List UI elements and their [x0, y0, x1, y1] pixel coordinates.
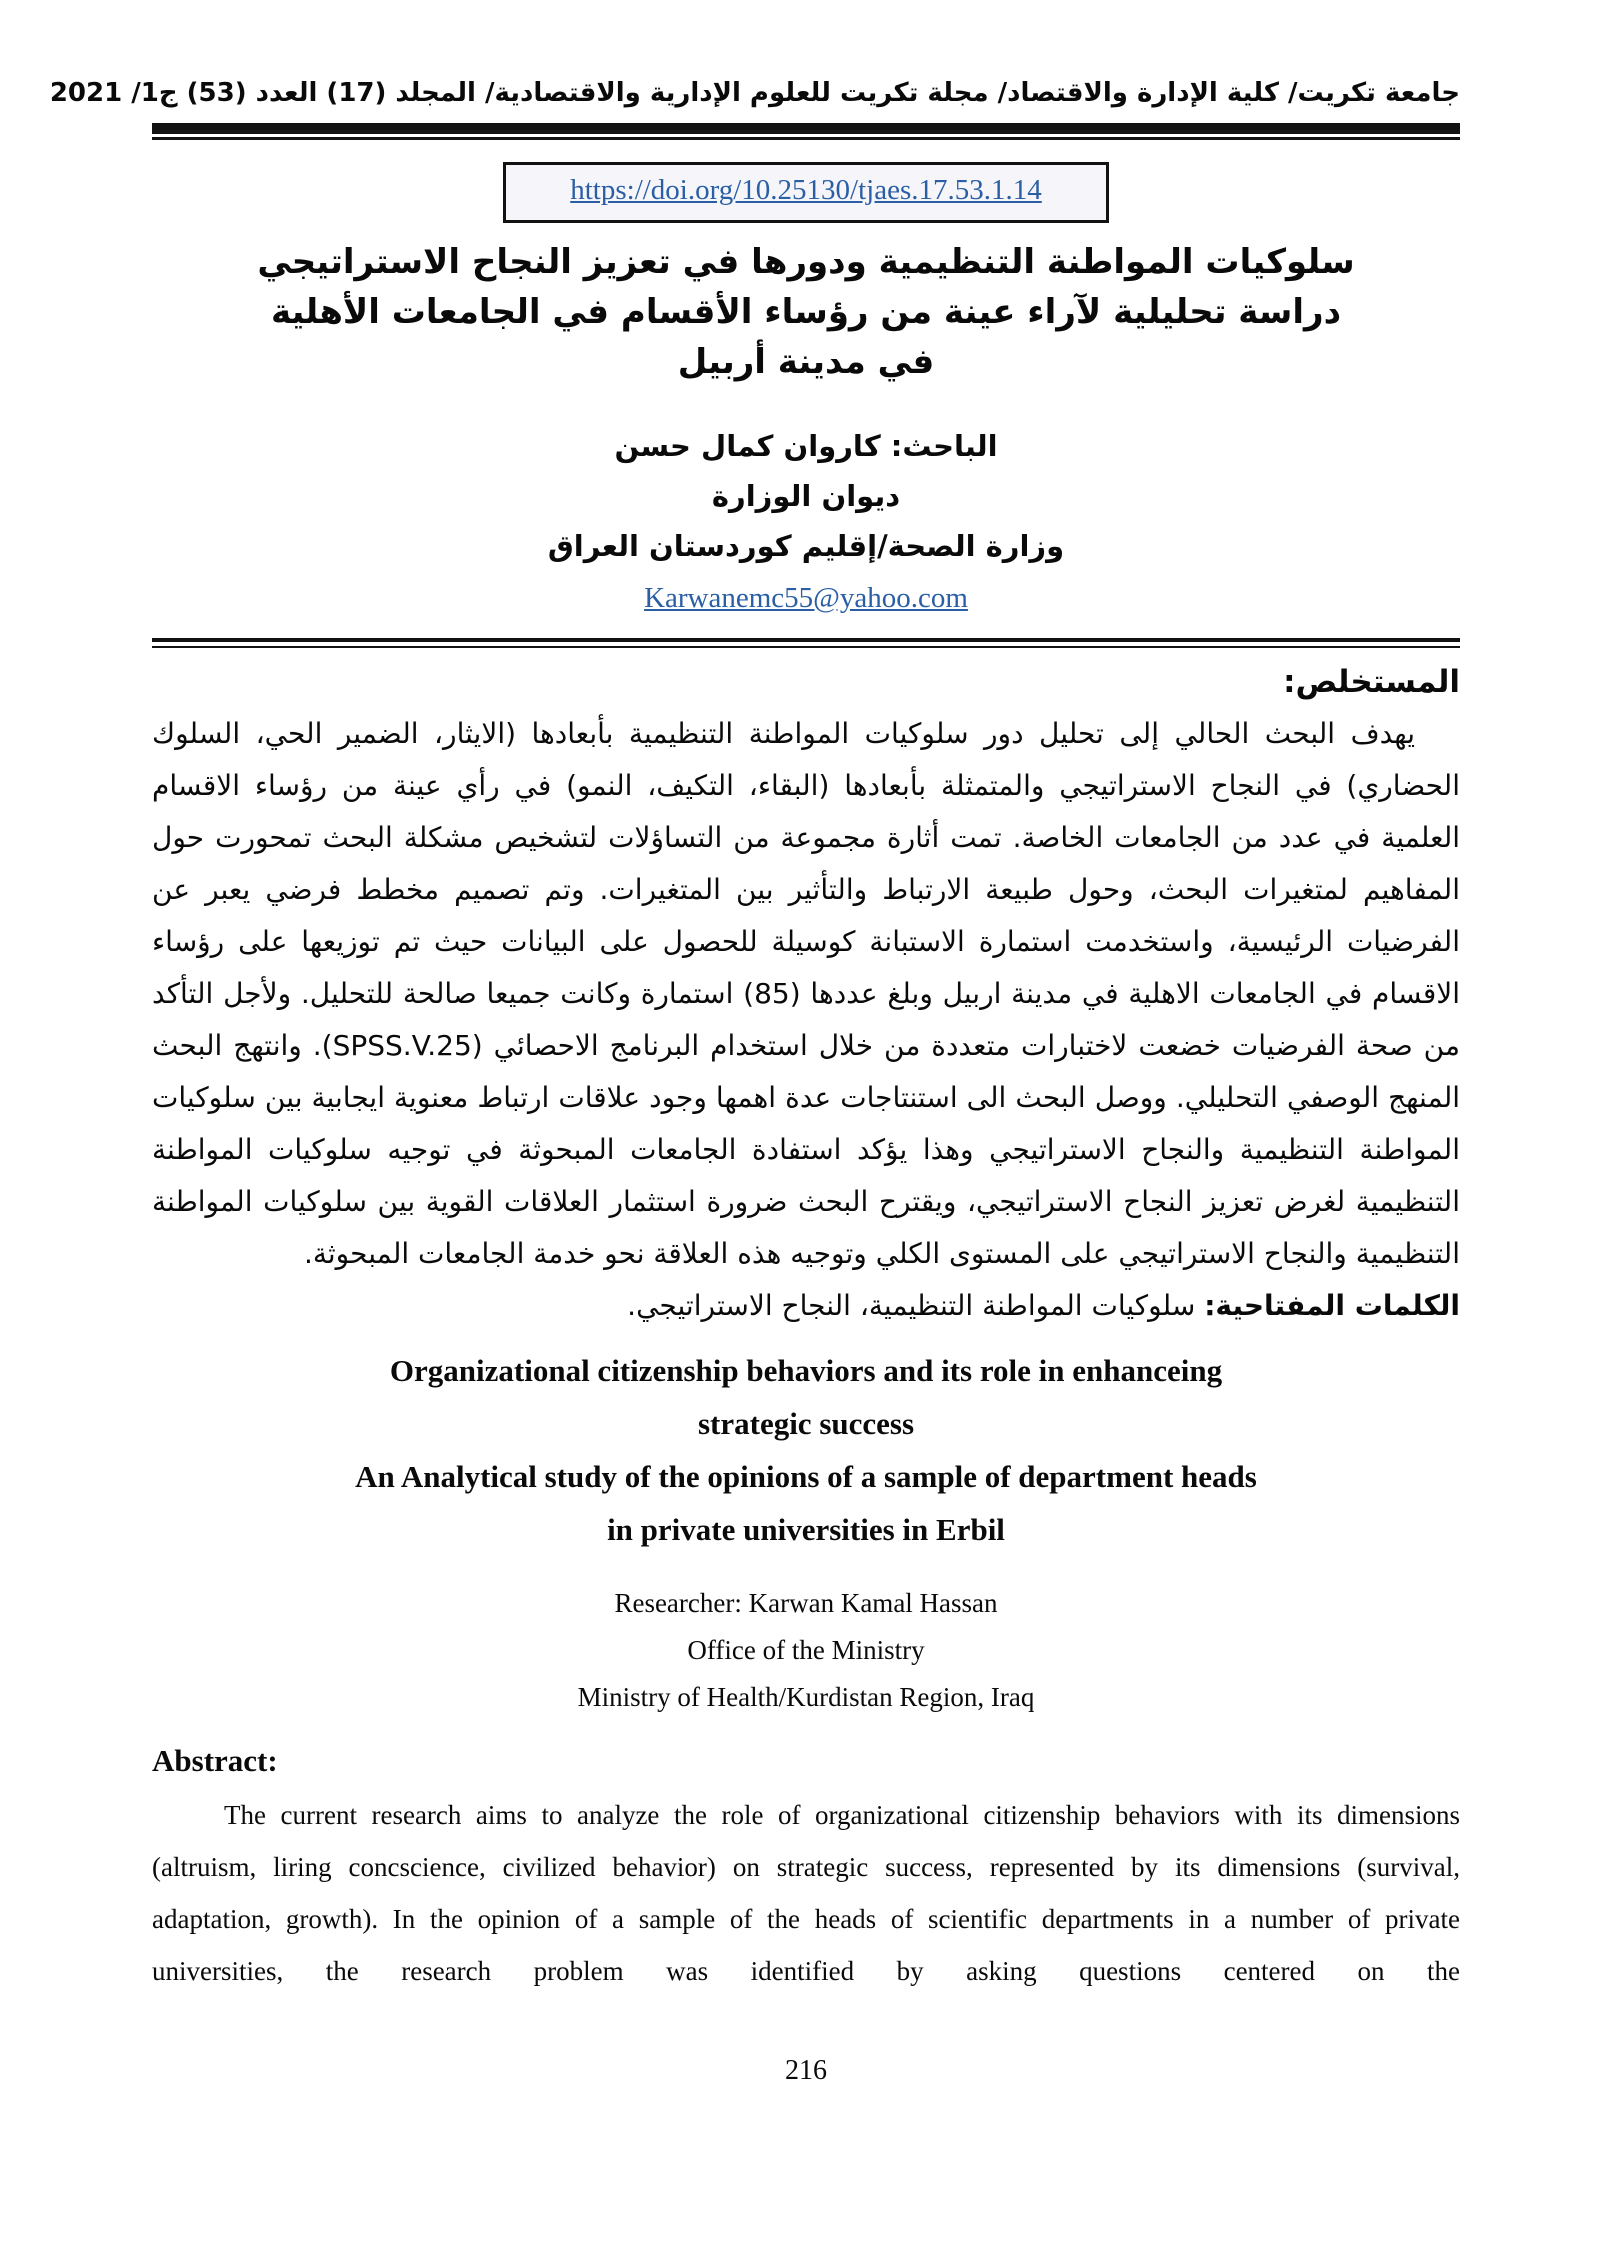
arabic-abstract-body: يهدف البحث الحالي إلى تحليل دور سلوكيات المواطنة التنظيمية بأبعادها (الايثار، الضمير الحي، السلوك الحضاري) في النجاح الاستراتيجي والمتمثلة بأبعادها (البقاء، التكيف، النمو) في رأي عينة من رؤساء الاقسام العلمية في عدد من الجامعات الخاصة. تمت أثارة مجموعة من التساؤلات لتشخيص مشكلة البحث تمحورت حول المفاهيم لمتغيرات البحث، وحول طبيعة الارتباط والتأثير بين المتغيرات. وتم تصميم مخطط فرضي يعبر عن الفرضيات الرئيسية، واستخدمت استمارة الاستبانة كوسيلة للحصول على البيانات حيث تم توزيعها على رؤساء الاقسام في الجامعات الاهلية في مدينة اربيل وبلغ عددها (85) استمارة وكانت جميعا صالحة للتحليل. ولأجل التأكد من صحة الفرضيات خضعت لاختبارات متعددة من خلال استخدام البرنامج الاحصائي (SPSS.V.25). وانتهج البحث المنهج الوصفي التحليلي. ووصل البحث الى استنتاجات عدة اهمها وجود علاقات ارتباط معنوية ايجابية بين سلوكيات المواطنة التنظيمية والنجاح الاستراتيجي وهذا يؤكد استفادة الجامعات المبحوثة في توجيه سلوكيات المواطنة التنظيمية لغرض تعزيز النجاح الاستراتيجي، ويقترح البحث ضرورة استثمار العلاقات القوية بين سلوكيات المواطنة التنظيمية والنجاح الاستراتيجي على المستوى الكلي وتوجيه هذه العلاقة نحو خدمة الجامعات المبحوثة.: [152, 717, 1461, 1271]
keywords-line: [152, 1280, 1460, 1332]
header-rule: [152, 123, 1460, 140]
email-link[interactable]: Karwanemc55@yahoo.com: [644, 582, 968, 615]
english-author-office: Office of the Ministry: [687, 1635, 925, 1666]
english-author-ministry: Ministry of Health/Kurdistan Region, Iraq: [577, 1682, 1035, 1713]
section-rule: [152, 638, 1460, 648]
page-number: 216: [785, 2055, 827, 2087]
english-title-line-2: strategic success: [697, 1406, 915, 1442]
doi-box: [503, 162, 1109, 223]
arabic-title: [152, 237, 1460, 387]
doi-link[interactable]: https://doi.org/10.25130/tjaes.17.53.1.14: [570, 174, 1042, 207]
arabic-title-line-3: في مدينة أربيل: [677, 342, 935, 383]
english-title: [152, 1344, 1460, 1556]
arabic-author-block: [152, 421, 1460, 571]
english-title-line-4: in private universities in Erbil: [607, 1512, 1005, 1548]
arabic-author-office: ديوان الوزارة: [711, 479, 901, 514]
arabic-author-ministry: وزارة الصحة/إقليم كوردستان العراق: [547, 529, 1065, 564]
arabic-title-line-1: سلوكيات المواطنة التنظيمية ودورها في تعزيز النجاح الاستراتيجي: [257, 242, 1355, 283]
arabic-abstract-heading: المستخلص:: [1283, 664, 1460, 701]
keywords-label: الكلمات المفتاحية:: [1204, 1289, 1460, 1323]
english-abstract-heading: Abstract:: [152, 1743, 278, 1779]
arabic-title-line-2: دراسة تحليلية لآراء عينة من رؤساء الأقسام في الجامعات الأهلية: [270, 292, 1342, 333]
english-researcher-name: Researcher: Karwan Kamal Hassan: [614, 1588, 998, 1619]
keywords-text: سلوكيات المواطنة التنظيمية، النجاح الاستراتيجي.: [627, 1289, 1196, 1323]
english-title-line-1: Organizational citizenship behaviors and its role in enhanceing: [389, 1353, 1223, 1389]
arabic-researcher-name: الباحث: كاروان كمال حسن: [614, 429, 998, 464]
english-abstract-body: The current research aims to analyze the role of organizational citizenship behaviors with its dimensions (altruism, liring concscience, civilized behavior) on strategic success, represented by its dimensions (survival, adaptation, growth). In the opinion of a sample of the heads of scientific departments in a number of private universities, the research problem was identified by asking questions centered on the: [152, 1800, 1460, 1987]
english-title-line-3: An Analytical study of the opinions of a sample of department heads: [355, 1459, 1257, 1495]
english-author-block: [152, 1580, 1460, 1721]
email-line: [152, 575, 1460, 626]
journal-header: جامعة تكريت/ كلية الإدارة والاقتصاد/ مجلة تكريت للعلوم الإدارية والاقتصادية/ المجلد (17) العدد (53) ج1/ 2021: [49, 78, 1460, 108]
